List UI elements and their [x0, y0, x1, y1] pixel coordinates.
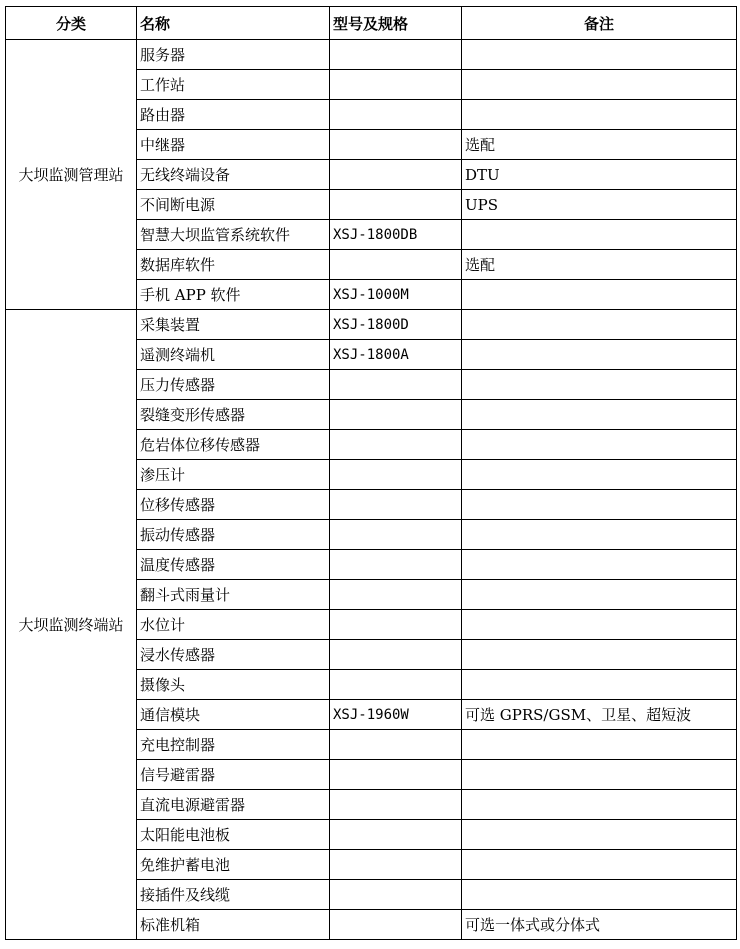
- note-cell: [462, 730, 737, 760]
- model-cell: [330, 160, 462, 190]
- note-cell: [462, 850, 737, 880]
- header-category: 分类: [6, 7, 137, 40]
- note-cell: [462, 280, 737, 310]
- name-cell: 摄像头: [137, 670, 330, 700]
- table-header: [6, 7, 737, 40]
- note-cell: DTU: [462, 160, 737, 190]
- model-cell: [330, 250, 462, 280]
- name-cell: 手机 APP 软件: [137, 280, 330, 310]
- name-cell: 工作站: [137, 70, 330, 100]
- note-cell: [462, 790, 737, 820]
- table-row: [6, 310, 737, 340]
- name-cell: 无线终端设备: [137, 160, 330, 190]
- name-cell: 充电控制器: [137, 730, 330, 760]
- note-cell: 选配: [462, 130, 737, 160]
- model-cell: [330, 610, 462, 640]
- header-model: 型号及规格: [330, 7, 462, 40]
- note-cell: [462, 550, 737, 580]
- note-cell: [462, 640, 737, 670]
- model-cell: [330, 130, 462, 160]
- model-cell: XSJ-1800D: [330, 310, 462, 340]
- name-cell: 标准机箱: [137, 910, 330, 940]
- model-cell: [330, 820, 462, 850]
- model-cell: [330, 460, 462, 490]
- note-cell: UPS: [462, 190, 737, 220]
- model-cell: [330, 850, 462, 880]
- model-cell: [330, 490, 462, 520]
- model-cell: [330, 640, 462, 670]
- note-cell: [462, 490, 737, 520]
- name-cell: 通信模块: [137, 700, 330, 730]
- note-cell: [462, 520, 737, 550]
- note-cell: [462, 430, 737, 460]
- equipment-table: [5, 6, 737, 940]
- note-cell: [462, 400, 737, 430]
- name-cell: 路由器: [137, 100, 330, 130]
- table-row: [6, 40, 737, 70]
- model-cell: XSJ-1960W: [330, 700, 462, 730]
- model-cell: [330, 550, 462, 580]
- note-cell: [462, 220, 737, 250]
- note-cell: [462, 70, 737, 100]
- header-name: 名称: [137, 7, 330, 40]
- model-cell: [330, 40, 462, 70]
- model-cell: [330, 880, 462, 910]
- model-cell: [330, 730, 462, 760]
- model-cell: XSJ-1800DB: [330, 220, 462, 250]
- model-cell: [330, 790, 462, 820]
- model-cell: [330, 520, 462, 550]
- name-cell: 服务器: [137, 40, 330, 70]
- model-cell: [330, 670, 462, 700]
- name-cell: 渗压计: [137, 460, 330, 490]
- note-cell: [462, 460, 737, 490]
- note-cell: [462, 880, 737, 910]
- note-cell: [462, 340, 737, 370]
- model-cell: [330, 370, 462, 400]
- model-cell: [330, 70, 462, 100]
- name-cell: 压力传感器: [137, 370, 330, 400]
- name-cell: 数据库软件: [137, 250, 330, 280]
- name-cell: 信号避雷器: [137, 760, 330, 790]
- note-cell: [462, 40, 737, 70]
- note-cell: [462, 610, 737, 640]
- name-cell: 水位计: [137, 610, 330, 640]
- header-note: 备注: [462, 7, 737, 40]
- model-cell: [330, 190, 462, 220]
- note-cell: 选配: [462, 250, 737, 280]
- model-cell: XSJ-1800A: [330, 340, 462, 370]
- name-cell: 直流电源避雷器: [137, 790, 330, 820]
- model-cell: [330, 430, 462, 460]
- name-cell: 危岩体位移传感器: [137, 430, 330, 460]
- note-cell: [462, 100, 737, 130]
- name-cell: 不间断电源: [137, 190, 330, 220]
- name-cell: 温度传感器: [137, 550, 330, 580]
- header-row: [6, 7, 737, 40]
- name-cell: 智慧大坝监管系统软件: [137, 220, 330, 250]
- name-cell: 裂缝变形传感器: [137, 400, 330, 430]
- model-cell: [330, 400, 462, 430]
- model-cell: [330, 760, 462, 790]
- model-cell: [330, 580, 462, 610]
- name-cell: 接插件及线缆: [137, 880, 330, 910]
- note-cell: 可选 GPRS/GSM、卫星、超短波: [462, 700, 737, 730]
- category-cell: 大坝监测管理站: [6, 40, 137, 310]
- name-cell: 浸水传感器: [137, 640, 330, 670]
- name-cell: 振动传感器: [137, 520, 330, 550]
- model-cell: XSJ-1000M: [330, 280, 462, 310]
- name-cell: 中继器: [137, 130, 330, 160]
- table-body: [6, 40, 737, 940]
- note-cell: [462, 310, 737, 340]
- note-cell: [462, 670, 737, 700]
- note-cell: 可选一体式或分体式: [462, 910, 737, 940]
- note-cell: [462, 760, 737, 790]
- model-cell: [330, 910, 462, 940]
- note-cell: [462, 820, 737, 850]
- note-cell: [462, 370, 737, 400]
- name-cell: 翻斗式雨量计: [137, 580, 330, 610]
- name-cell: 太阳能电池板: [137, 820, 330, 850]
- name-cell: 遥测终端机: [137, 340, 330, 370]
- note-cell: [462, 580, 737, 610]
- name-cell: 位移传感器: [137, 490, 330, 520]
- name-cell: 采集装置: [137, 310, 330, 340]
- model-cell: [330, 100, 462, 130]
- category-cell: 大坝监测终端站: [6, 310, 137, 940]
- name-cell: 免维护蓄电池: [137, 850, 330, 880]
